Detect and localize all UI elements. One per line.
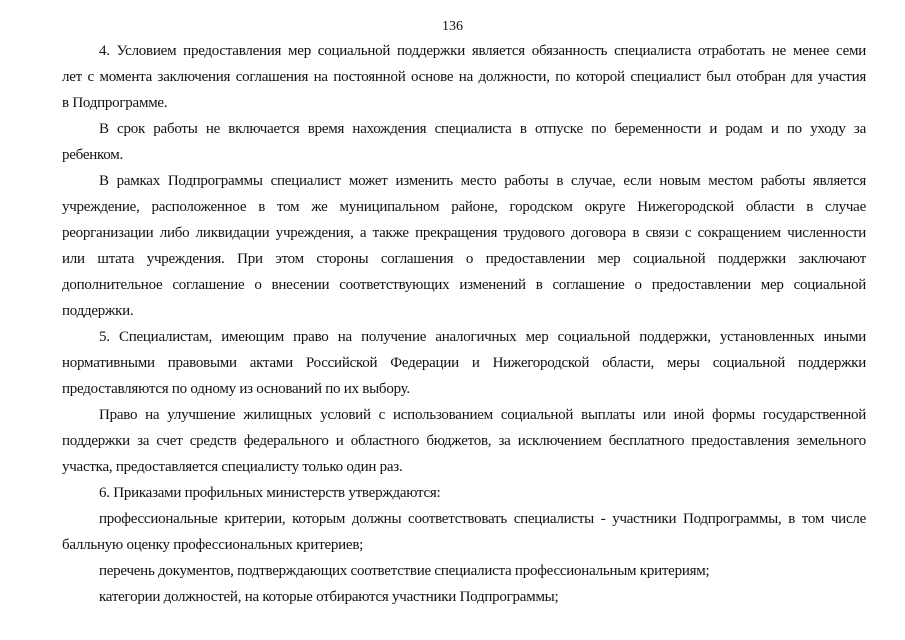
text-line: лет с момента заключения соглашения на постоянной основе на должности, по которой специалист был отобран для участия: [62, 69, 866, 85]
text-line: В срок работы не включается время нахождения специалиста в отпуске по беременности и родам и по уходу за: [99, 121, 866, 137]
paragraph: [62, 168, 866, 324]
text-line: профессиональные критерии, которым должны соответствовать специалисты - участники Подпрограммы, в том числе: [99, 511, 866, 527]
text-line: предоставляются по одному из оснований по их выбору.: [62, 381, 410, 397]
text-line: 5. Специалистам, имеющим право на получение аналогичных мер социальной поддержки, установленных иными: [99, 329, 866, 345]
text-line: в Подпрограмме.: [62, 95, 168, 111]
text-line: перечень документов, подтверждающих соответствие специалиста профессиональным критериям;: [99, 563, 710, 579]
text-line: учреждение, расположенное в том же муниципальном районе, городском округе Нижегородской области в случае: [62, 199, 866, 215]
text-line: или штата учреждения. При этом стороны соглашения о предоставлении мер социальной поддержки заключают: [62, 251, 866, 267]
text-line: категории должностей, на которые отбираются участники Подпрограммы;: [99, 589, 559, 605]
text-line: ребенком.: [62, 147, 124, 163]
text-line: поддержки.: [62, 303, 134, 319]
paragraph: [62, 116, 866, 168]
document-body: [62, 38, 866, 610]
text-line: В рамках Подпрограммы специалист может изменить место работы в случае, если новым местом работы является: [99, 173, 866, 189]
paragraph: [62, 480, 866, 506]
text-line: реорганизации либо ликвидации учреждения, а также прекращения трудового договора в связи с сокращением численности: [62, 225, 866, 241]
text-line: дополнительное соглашение о внесении соответствующих изменений в соглашение о предоставлении мер социальной: [62, 277, 866, 293]
text-line: поддержки за счет средств федерального и областного бюджетов, за исключением бесплатного предоставления земельного: [62, 433, 866, 449]
text-line: балльную оценку профессиональных критериев;: [62, 537, 364, 553]
text-line: участка, предоставляется специалисту только один раз.: [62, 459, 403, 475]
paragraph: [62, 38, 866, 116]
text-line: нормативными правовыми актами Российской Федерации и Нижегородской области, меры социальной поддержки: [62, 355, 866, 371]
paragraph: [62, 558, 866, 584]
paragraph: [62, 402, 866, 480]
paragraph: [62, 324, 866, 402]
page-number: 136: [442, 19, 463, 34]
paragraph: [62, 584, 866, 610]
paragraph: [62, 506, 866, 558]
text-line: 4. Условием предоставления мер социальной поддержки является обязанность специалиста отработать не менее семи: [99, 43, 866, 59]
text-line: 6. Приказами профильных министерств утверждаются:: [99, 485, 441, 501]
text-line: Право на улучшение жилищных условий с использованием социальной выплаты или иной формы государственной: [99, 407, 866, 423]
